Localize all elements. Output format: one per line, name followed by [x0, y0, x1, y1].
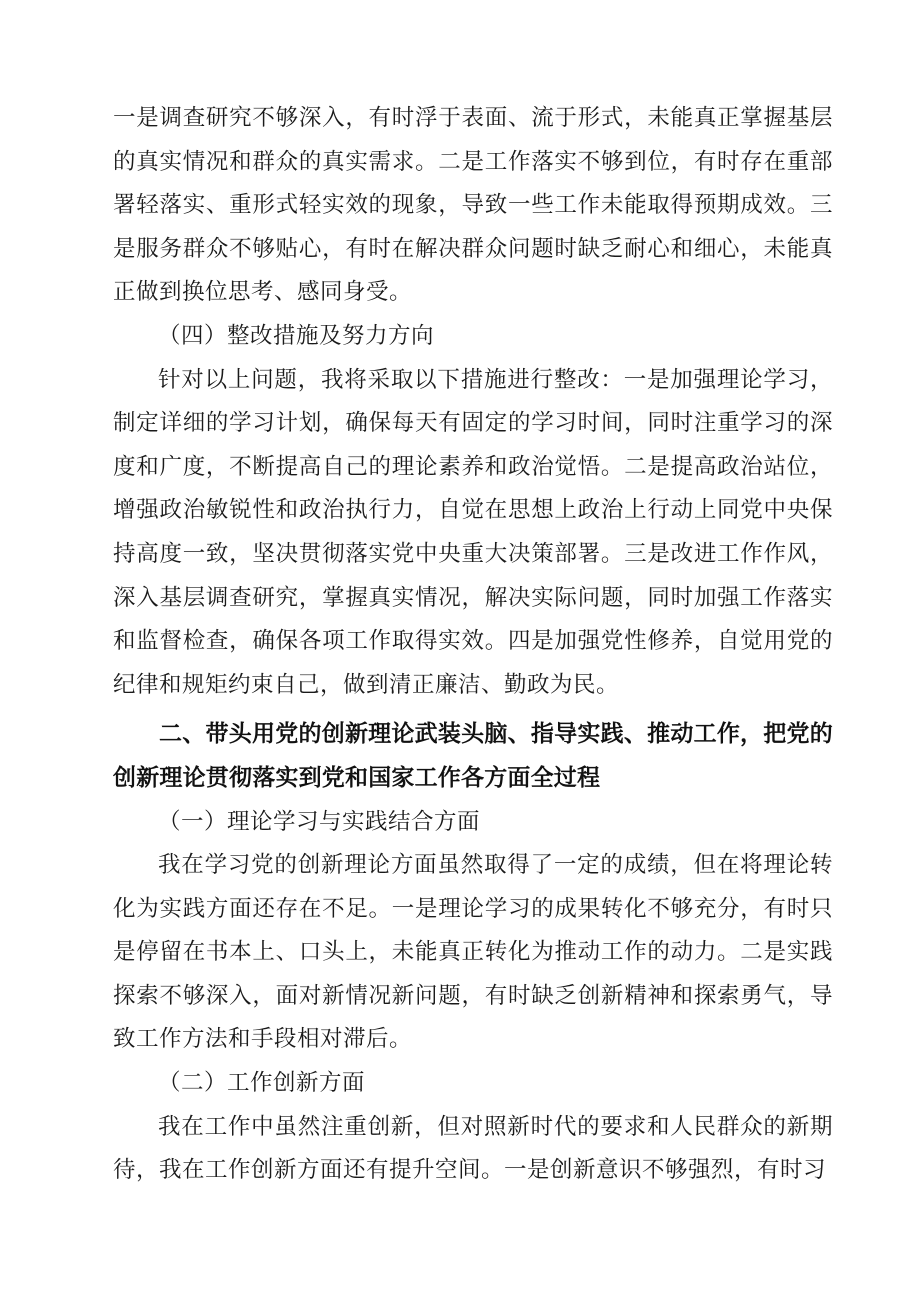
paragraph-work-innovation: 我在工作中虽然注重创新，但对照新时代的要求和人民群众的新期待，我在工作创新方面还有提升空间。一是创新意识不够强烈，有时习	[113, 1113, 833, 1184]
subheading-rectification-measures: （四）整改措施及努力方向	[158, 322, 435, 349]
document-body	[113, 97, 833, 1193]
paragraph-work-style-issues: 一是调查研究不够深入，有时浮于表面、流于形式，未能真正掌握基层的真实情况和群众的真实需求。二是工作落实不够到位，有时存在重部署轻落实、重形式轻实效的现象，导致一些工作未能取得预期成效。三是服务群众不够贴心，有时在解决群众问题时缺乏耐心和细心，未能真正做到换位思考、感同身受。	[113, 105, 833, 306]
subheading-theory-practice: （一）理论学习与实践结合方面	[158, 808, 481, 835]
paragraph-rectification-measures: 针对以上问题，我将采取以下措施进行整改：一是加强理论学习，制定详细的学习计划，确保每天有固定的学习时间，同时注重学习的深度和广度，不断提高自己的理论素养和政治觉悟。二是提高政治站位，增强政治敏锐性和政治执行力，自觉在思想上政治上行动上同党中央保持高度一致，坚决贯彻落实党中央重大决策部署。三是改进工作作风，深入基层调查研究，掌握真实情况，解决实际问题，同时加强工作落实和监督检查，确保各项工作取得实效。四是加强党性修养，自觉用党的纪律和规矩约束自己，做到清正廉洁、勤政为民。	[113, 366, 833, 698]
paragraph-theory-practice: 我在学习党的创新理论方面虽然取得了一定的成绩，但在将理论转化为实践方面还存在不足。一是理论学习的成果转化不够充分，有时只是停留在书本上、口头上，未能真正转化为推动工作的动力。二是实践探索不够深入，面对新情况新问题，有时缺乏创新精神和探索勇气，导致工作方法和手段相对滞后。	[113, 852, 833, 1053]
section-heading-two: 二、带头用党的创新理论武装头脑、指导实践、推动工作，把党的创新理论贯彻落实到党和国家工作各方面全过程	[113, 721, 833, 791]
subheading-work-innovation: （二）工作创新方面	[158, 1070, 366, 1097]
